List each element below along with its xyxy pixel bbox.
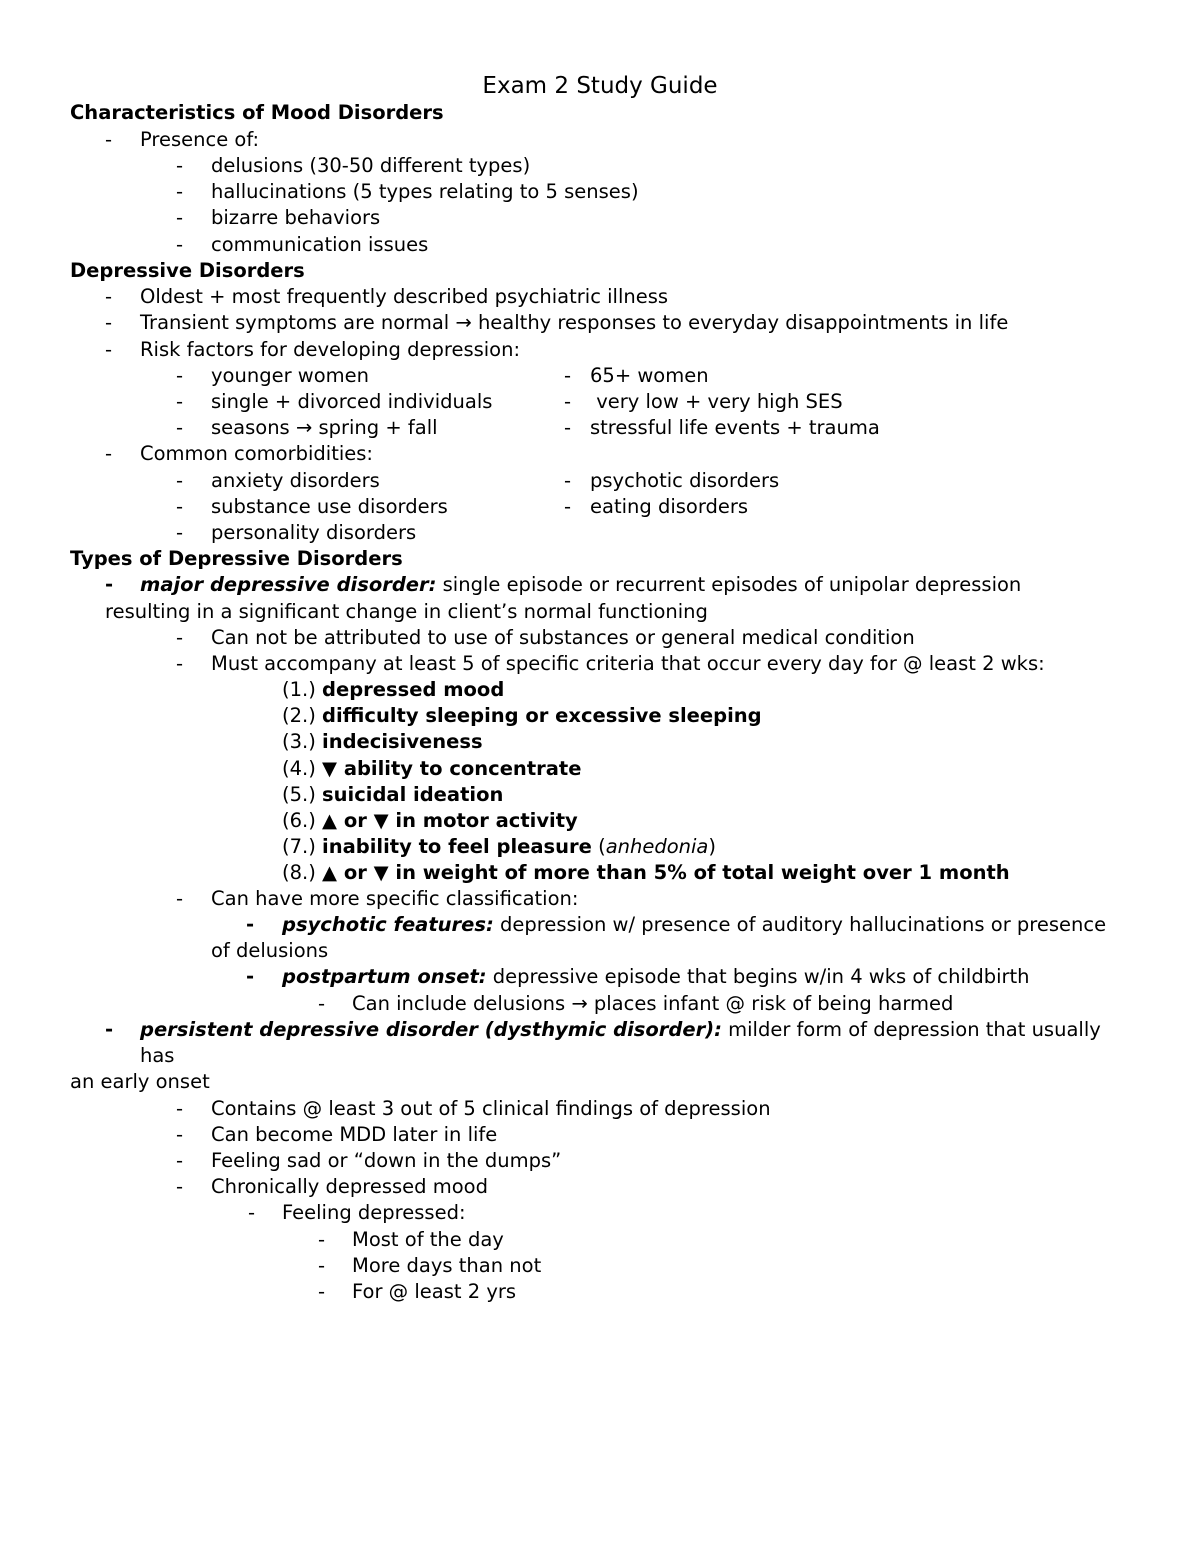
list-item: bizarre behaviors [211, 206, 381, 229]
criteria-text: depressed mood [322, 678, 505, 701]
criteria-text: difficulty sleeping or excessive sleeping [322, 704, 762, 727]
bullet-dash: - [318, 1228, 326, 1251]
criteria-text: inability to feel pleasure [322, 835, 592, 858]
bullet-dash: - [176, 233, 184, 256]
psychotic-def-continued: of delusions [211, 939, 329, 962]
criteria-text: ▼ ability to concentrate [322, 757, 582, 780]
bullet-dash: - [176, 390, 184, 413]
bullet-dash: - [564, 495, 572, 518]
criteria-number: (7.) [282, 835, 323, 858]
criteria-text: suicidal ideation [322, 783, 504, 806]
criteria-item [282, 834, 716, 860]
bullet-dash: - [176, 626, 184, 649]
list-item: 65+ women [590, 364, 709, 387]
bullet-dash: - [176, 180, 184, 203]
list-item: single + divorced individuals [211, 390, 493, 413]
bullet-dash: - [105, 573, 114, 596]
pdd-def-continued: an early onset [70, 1070, 210, 1093]
list-item: Oldest + most frequently described psychiatric illness [140, 285, 669, 308]
psychotic-term: psychotic features: [282, 913, 494, 936]
criteria-item [282, 703, 762, 729]
criteria-text: indecisiveness [322, 730, 483, 753]
bullet-dash: - [176, 469, 184, 492]
heading-types-depressive: Types of Depressive Disorders [70, 547, 403, 570]
mdd-term: major depressive disorder: [140, 573, 437, 596]
list-item: Risk factors for developing depression: [140, 338, 521, 361]
criteria-item [282, 860, 1010, 886]
list-item: psychotic disorders [590, 469, 780, 492]
criteria-text: ▲ or ▼ in motor activity [322, 809, 578, 832]
list-item: Common comorbidities: [140, 442, 374, 465]
bullet-dash: - [105, 442, 113, 465]
list-item: Can have more specific classification: [211, 887, 579, 910]
list-item: For @ least 2 yrs [352, 1280, 517, 1303]
bullet-dash: - [246, 965, 255, 988]
criteria-item [282, 782, 503, 808]
bullet-dash: - [176, 652, 184, 675]
criteria-item [282, 808, 578, 834]
list-item: Feeling sad or “down in the dumps” [211, 1149, 562, 1172]
mdd-def-continued: resulting in a significant change in client’s normal functioning [105, 600, 708, 623]
criteria-number: (5.) [282, 783, 323, 806]
pdd-term: persistent depressive disorder (dysthymic disorder): [140, 1018, 722, 1041]
list-item: Feeling depressed: [282, 1201, 466, 1224]
list-item: stressful life events + trauma [590, 416, 880, 439]
list-item: hallucinations (5 types relating to 5 senses) [211, 180, 639, 203]
list-item: Chronically depressed mood [211, 1175, 488, 1198]
list-item: Can not be attributed to use of substances or general medical condition [211, 626, 915, 649]
bullet-dash: - [564, 416, 572, 439]
list-item: anxiety disorders [211, 469, 380, 492]
list-item: substance use disorders [211, 495, 448, 518]
bullet-dash: - [176, 521, 184, 544]
list-item: Most of the day [352, 1228, 504, 1251]
bullet-dash: - [246, 913, 255, 936]
pdd-def-continued: has [140, 1044, 175, 1067]
bullet-dash: - [105, 285, 113, 308]
criteria-number: (4.) [282, 757, 323, 780]
bullet-dash: - [176, 1097, 184, 1120]
criteria-item [282, 756, 581, 782]
bullet-dash: - [318, 1254, 326, 1277]
postpartum-onset [282, 964, 1030, 990]
pdd-definition [140, 1017, 1101, 1043]
psychotic-def: depression w/ presence of auditory hallucinations or presence [493, 913, 1107, 936]
bullet-dash: - [105, 311, 113, 334]
list-item: Contains @ least 3 out of 5 clinical findings of depression [211, 1097, 771, 1120]
list-item: eating disorders [590, 495, 749, 518]
bullet-dash: - [105, 128, 113, 151]
paren-open: ( [591, 835, 606, 858]
anhedonia-term: anhedonia [605, 835, 709, 858]
list-item: Can include delusions → places infant @ risk of being harmed [352, 992, 954, 1015]
paren-close: ) [708, 835, 716, 858]
list-item: More days than not [352, 1254, 542, 1277]
bullet-dash: - [248, 1201, 256, 1224]
pdd-def: milder form of depression that usually [721, 1018, 1101, 1041]
page-title: Exam 2 Study Guide [482, 73, 718, 99]
bullet-dash: - [176, 154, 184, 177]
bullet-dash: - [176, 1123, 184, 1146]
bullet-dash: - [564, 364, 572, 387]
list-item: seasons → spring + fall [211, 416, 438, 439]
bullet-dash: - [176, 495, 184, 518]
bullet-dash: - [176, 887, 184, 910]
bullet-dash: - [176, 364, 184, 387]
postpartum-def: depressive episode that begins w/in 4 wks of childbirth [486, 965, 1030, 988]
list-item: younger women [211, 364, 370, 387]
criteria-number: (3.) [282, 730, 323, 753]
criteria-number: (6.) [282, 809, 323, 832]
criteria-text: ▲ or ▼ in weight of more than 5% of total weight over 1 month [322, 861, 1010, 884]
bullet-dash: - [564, 390, 572, 413]
bullet-dash: - [176, 416, 184, 439]
list-item: personality disorders [211, 521, 417, 544]
criteria-item [282, 729, 483, 755]
heading-mood-disorders: Characteristics of Mood Disorders [70, 101, 444, 124]
bullet-dash: - [176, 1175, 184, 1198]
criteria-item [282, 677, 504, 703]
mdd-def: single episode or recurrent episodes of unipolar depression [436, 573, 1022, 596]
list-item: very low + very high SES [590, 390, 843, 413]
postpartum-term: postpartum onset: [282, 965, 487, 988]
heading-depressive-disorders: Depressive Disorders [70, 259, 305, 282]
criteria-number: (1.) [282, 678, 323, 701]
bullet-dash: - [318, 1280, 326, 1303]
mdd-definition [140, 572, 1021, 598]
criteria-number: (2.) [282, 704, 323, 727]
list-item: Must accompany at least 5 of specific criteria that occur every day for @ least 2 wks: [211, 652, 1045, 675]
list-item: communication issues [211, 233, 429, 256]
presence-of: Presence of: [140, 128, 260, 151]
list-item: delusions (30-50 different types) [211, 154, 531, 177]
list-item: Transient symptoms are normal → healthy responses to everyday disappointments in life [140, 311, 1009, 334]
bullet-dash: - [176, 1149, 184, 1172]
bullet-dash: - [176, 206, 184, 229]
list-item: Can become MDD later in life [211, 1123, 498, 1146]
bullet-dash: - [318, 992, 326, 1015]
bullet-dash: - [564, 469, 572, 492]
bullet-dash: - [105, 338, 113, 361]
bullet-dash: - [105, 1018, 114, 1041]
criteria-number: (8.) [282, 861, 323, 884]
psychotic-features [282, 912, 1106, 938]
